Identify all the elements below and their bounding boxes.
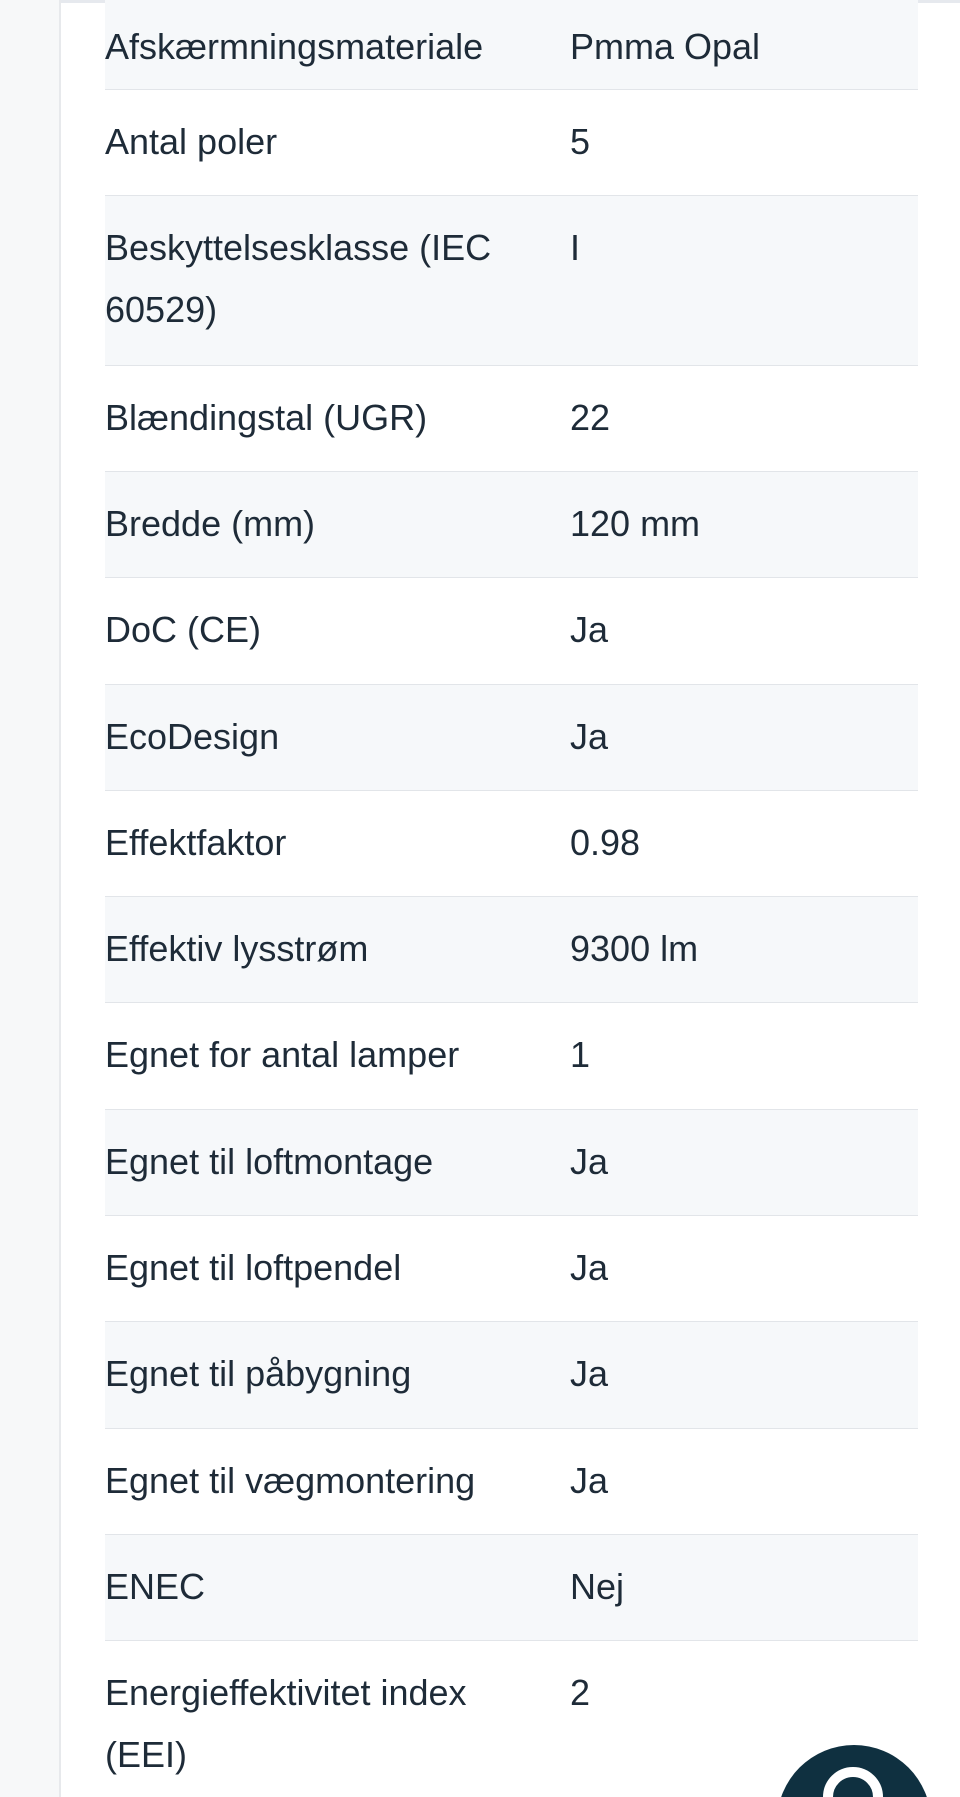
spec-label: Egnet til loftmontage <box>105 1140 434 1182</box>
spec-label: Energieffektivitet index (EEI) <box>105 1672 467 1776</box>
spec-value: I <box>570 227 581 269</box>
spec-label: Blændingstal (UGR) <box>105 396 428 438</box>
spec-label: Beskyttelsesklasse (IEC 60529) <box>105 227 492 331</box>
spec-label: Antal poler <box>105 121 278 162</box>
spec-row <box>105 1216 918 1322</box>
spec-value: 9300 lm <box>570 928 699 970</box>
chat-icon <box>823 1767 883 1797</box>
spec-row <box>105 472 918 578</box>
spec-row <box>105 366 918 472</box>
spec-value: Ja <box>570 1247 609 1289</box>
spec-row <box>105 1003 918 1109</box>
spec-row <box>105 1322 918 1428</box>
spec-value: 5 <box>570 121 591 162</box>
spec-value: 2 <box>570 1672 591 1714</box>
spec-label: Bredde (mm) <box>105 502 316 544</box>
spec-row <box>105 685 918 791</box>
spec-row <box>105 791 918 897</box>
spec-row <box>105 90 918 196</box>
spec-label: Egnet til vægmontering <box>105 1459 476 1501</box>
spec-value: Ja <box>570 1140 609 1182</box>
spec-row <box>105 1535 918 1641</box>
left-rail <box>0 0 61 1797</box>
spec-label: Egnet til påbygning <box>105 1353 412 1395</box>
spec-value: Ja <box>570 1353 609 1395</box>
spec-label: DoC (CE) <box>105 609 262 651</box>
spec-label: Egnet til loftpendel <box>105 1247 402 1289</box>
spec-row <box>105 1429 918 1535</box>
spec-value: 0.98 <box>570 821 641 863</box>
spec-label: Afskærmningsmateriale <box>105 26 484 67</box>
spec-value: Pmma Opal <box>570 26 761 67</box>
spec-value: Ja <box>570 1459 609 1501</box>
spec-row <box>105 0 918 90</box>
spec-value: 120 mm <box>570 502 701 544</box>
spec-value: Ja <box>570 715 609 757</box>
spec-row <box>105 1110 918 1216</box>
spec-value: Ja <box>570 609 609 651</box>
spec-value: 22 <box>570 396 611 438</box>
spec-label: Effektfaktor <box>105 821 287 863</box>
spec-table <box>105 0 918 1797</box>
spec-label: EcoDesign <box>105 715 280 757</box>
spec-value: 1 <box>570 1034 591 1076</box>
spec-label: Egnet for antal lamper <box>105 1034 460 1076</box>
spec-row <box>105 897 918 1003</box>
spec-row <box>105 578 918 684</box>
spec-label: Effektiv lysstrøm <box>105 928 369 970</box>
spec-value: Nej <box>570 1565 625 1607</box>
spec-row <box>105 196 918 365</box>
spec-label: ENEC <box>105 1565 206 1607</box>
